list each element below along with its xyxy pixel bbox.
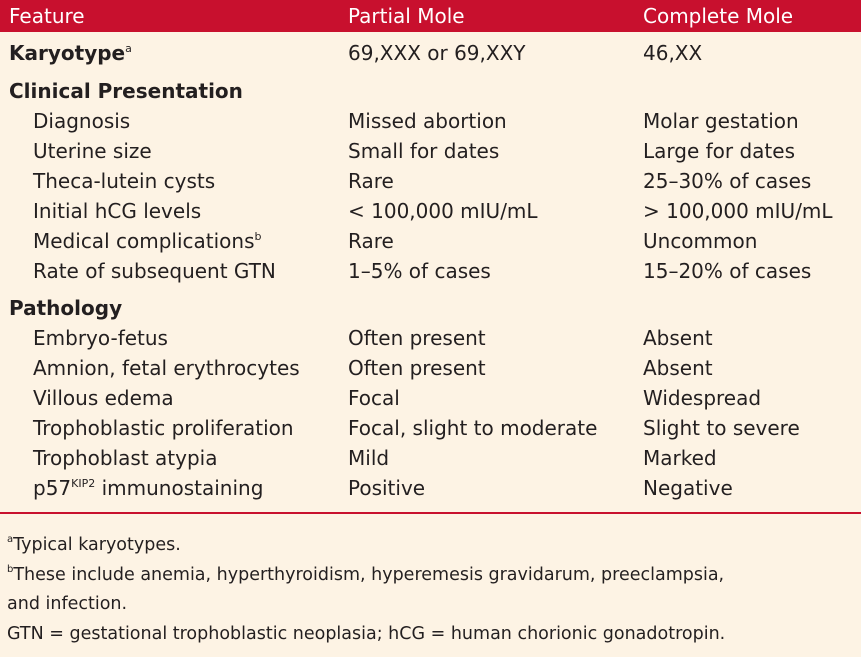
cell-feature: Rate of subsequent GTN [33, 259, 276, 283]
cell-complete: Molar gestation [643, 109, 799, 133]
table-row [0, 106, 861, 136]
header-feature: Feature [9, 4, 85, 28]
section-title: Clinical Presentation [9, 79, 243, 103]
table-row [0, 323, 861, 353]
cell-partial: Positive [348, 476, 426, 500]
cell-feature: Villous edema [33, 386, 174, 410]
cell-partial: Focal, slight to moderate [348, 416, 598, 440]
section-title: Pathology [9, 296, 123, 320]
table-row [0, 256, 861, 286]
cell-partial: Missed abortion [348, 109, 507, 133]
cell-complete: Absent [643, 356, 713, 380]
cell-partial: Rare [348, 169, 394, 193]
table-row [0, 166, 861, 196]
footnote-divider [0, 512, 861, 514]
footnote-a: $^a$Typical karyotypes. [7, 534, 181, 555]
table-row [0, 136, 861, 166]
footnote-mark-b: b [254, 230, 262, 243]
cell-complete: Absent [643, 326, 713, 350]
cell-complete: Slight to severe [643, 416, 800, 440]
section-heading-clinical [0, 76, 861, 106]
cell-complete: Negative [643, 476, 733, 500]
table-row [0, 196, 861, 226]
cell-partial: Focal [348, 386, 400, 410]
cell-partial: 1–5% of cases [348, 259, 491, 283]
cell-feature: Trophoblastic proliferation [33, 416, 294, 440]
footnote-b: $^b$These include anemia, hyperthyroidism, hyperemesis gravidarum, preeclampsia, [7, 564, 725, 585]
cell-feature: $p57^{KIP2}$ immunostaining [33, 476, 264, 500]
footnote-mark-a: a [125, 42, 132, 55]
header-partial-mole: Partial Mole [348, 4, 465, 28]
cell-complete: 25–30% of cases [643, 169, 812, 193]
table-row [0, 353, 861, 383]
cell-feature: Medical complications$^b$ [33, 229, 262, 253]
table-header [0, 0, 861, 32]
cell-feature: Trophoblast atypia [33, 446, 218, 470]
cell-feature: Uterine size [33, 139, 152, 163]
table-row-karyotype [0, 38, 861, 68]
cell-feature: Embryo-fetus [33, 326, 168, 350]
cell-partial: Often present [348, 326, 486, 350]
karyotype-label: Karyotype$^a$ [9, 41, 132, 65]
cell-feature: Diagnosis [33, 109, 131, 133]
table-row [0, 226, 861, 256]
cell-complete: Widespread [643, 386, 762, 410]
section-heading-pathology [0, 293, 861, 323]
cell-partial: Small for dates [348, 139, 500, 163]
cell-complete: Marked [643, 446, 717, 470]
superscript-kip2: KIP2 [71, 477, 96, 490]
cell-partial: Often present [348, 356, 486, 380]
cell-complete: 15–20% of cases [643, 259, 812, 283]
cell-partial: Rare [348, 229, 394, 253]
table-row [0, 443, 861, 473]
cell-complete: Large for dates [643, 139, 796, 163]
footnote-abbreviations: GTN = gestational trophoblastic neoplasia; hCG = human chorionic gonadotropin. [7, 624, 726, 644]
cell-partial: Mild [348, 446, 390, 470]
footnote-b-continued: and infection. [7, 594, 128, 614]
cell-feature: Initial hCG levels [33, 199, 202, 223]
cell-partial: 69,XXX or 69,XXY [348, 41, 526, 65]
table-row [0, 413, 861, 443]
cell-complete: 46,XX [643, 41, 703, 65]
cell-complete: Uncommon [643, 229, 758, 253]
table-row [0, 383, 861, 413]
table-row [0, 473, 861, 503]
cell-feature: Theca-lutein cysts [33, 169, 216, 193]
cell-feature: Amnion, fetal erythrocytes [33, 356, 300, 380]
header-complete-mole: Complete Mole [643, 4, 794, 28]
cell-partial: < 100,000 mIU/mL [348, 199, 538, 223]
cell-complete: > 100,000 mIU/mL [643, 199, 833, 223]
